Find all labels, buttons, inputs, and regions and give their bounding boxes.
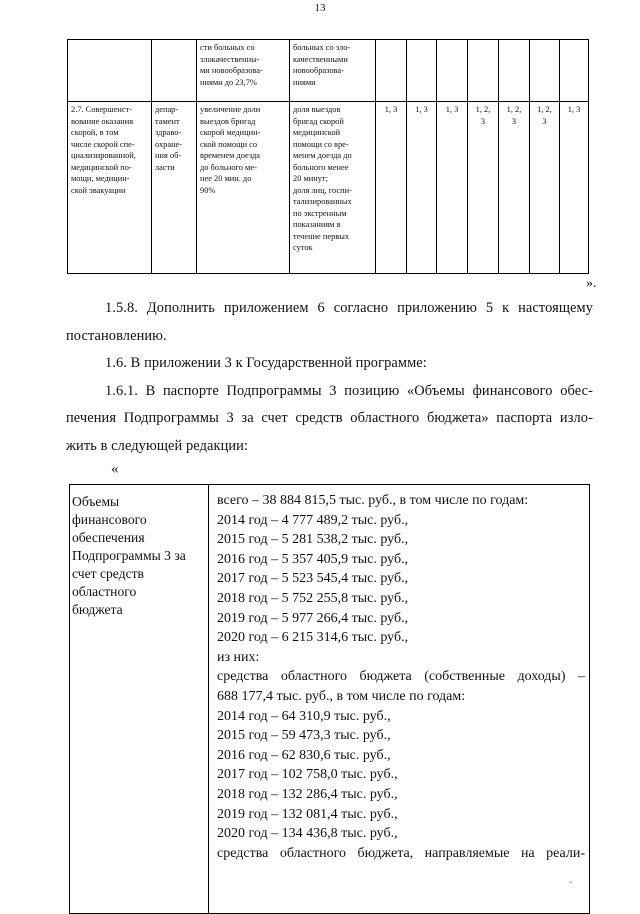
funding-line: 2015 год – 59 473,3 тыс. руб., — [217, 728, 391, 744]
funding-line: 2018 год – 5 752 255,8 тыс. руб., — [217, 590, 409, 606]
indicators-table — [67, 39, 589, 274]
cell-event — [68, 40, 152, 102]
corner-mark: " — [569, 880, 573, 889]
passport-row — [70, 485, 590, 914]
cell-mark — [468, 40, 499, 102]
funding-line: 2019 год – 132 081,4 тыс. руб., — [217, 806, 398, 822]
funding-line: 2015 год – 5 281 538,2 тыс. руб., — [217, 532, 409, 548]
cell-mark — [530, 40, 560, 102]
cell-mark: 1, 2, 3 — [530, 102, 560, 274]
cell-indicator: доля выездов бригад скорой медицинской помощи со вре- менем доезда до больного менее 20 минут; доля лиц, госпи- тализированных по экстренным показаниям в течение первых суток — [290, 102, 376, 274]
funding-line: 2014 год – 64 310,9 тыс. руб., — [217, 708, 391, 724]
funding-line: средства областного бюджета (собственные доходы) – — [217, 669, 585, 685]
funding-line: 2018 год – 132 286,4 тыс. руб., — [217, 786, 398, 802]
funding-line: 2014 год – 4 777 489,2 тыс. руб., — [217, 512, 409, 528]
funding-line: средства областного бюджета, направляемые на реали- — [217, 845, 585, 861]
cell-mark: 1, 3 — [407, 102, 437, 274]
table-row-continued — [68, 40, 589, 102]
paragraph-1-6-1-line-2: печения Подпрограммы 3 за счет средств областного бюджета» паспорта изло- — [66, 410, 593, 426]
funding-line: 2017 год – 102 758,0 тыс. руб., — [217, 767, 398, 783]
closing-quote: ». — [586, 276, 597, 291]
paragraph-1-6: 1.6. В приложении 3 к Государственной программе: — [105, 355, 427, 371]
cell-result: увеличение доли выездов бригад скорой медицин- ской помощи со временем доезда до больного ме- нее 20 мин. до 90% — [197, 102, 290, 274]
cell-event: 2.7. Совершенст- вование оказания скорой, в том числе скорой спе- циализированной, медицинской по- мощи, медицин- ской эвакуации — [68, 102, 152, 274]
funding-line: 2020 год – 134 436,8 тыс. руб., — [217, 826, 398, 842]
funding-line: 2016 год – 62 830,6 тыс. руб., — [217, 747, 391, 763]
cell-result: сти больных со злокачественны- ми новообразова- ниями до 23,7% — [197, 40, 290, 102]
paragraph-1-5-8-line-1: 1.5.8. Дополнить приложением 6 согласно приложению 5 к настоящему — [105, 300, 593, 316]
cell-mark: 1, 3 — [560, 102, 589, 274]
opening-quote: « — [111, 461, 119, 477]
cell-executor — [152, 40, 197, 102]
cell-executor: депар- тамент здраво- охране- ния об- ласти — [152, 102, 197, 274]
cell-mark — [437, 40, 468, 102]
cell-mark — [407, 40, 437, 102]
funding-line: 2016 год – 5 357 405,9 тыс. руб., — [217, 551, 409, 567]
cell-mark — [499, 40, 530, 102]
cell-mark — [560, 40, 589, 102]
funding-line: из них: — [217, 649, 260, 665]
passport-content — [209, 485, 590, 914]
passport-label: Объемы финансового обеспечения Подпрограммы 3 за счет средств областного бюджета — [70, 485, 209, 914]
cell-mark: 1, 2, 3 — [468, 102, 499, 274]
cell-mark — [376, 40, 407, 102]
cell-mark: 1, 3 — [437, 102, 468, 274]
paragraph-1-6-1-line-3: жить в следующей редакции: — [66, 438, 249, 454]
funding-line: 688 177,4 тыс. руб., в том числе по годам: — [217, 688, 466, 704]
cell-indicator: больных со зло- качественными новообразова- ниями — [290, 40, 376, 102]
funding-line: всего – 38 884 815,5 тыс. руб., в том числе по годам: — [217, 493, 529, 508]
funding-line: 2017 год – 5 523 545,4 тыс. руб., — [217, 571, 409, 587]
cell-mark: 1, 2, 3 — [499, 102, 530, 274]
cell-mark: 1, 3 — [376, 102, 407, 274]
paragraph-1-5-8-line-2: постановлению. — [66, 328, 167, 344]
passport-table — [69, 484, 590, 914]
table-row-2-7 — [68, 102, 589, 274]
page-number: 13 — [314, 2, 326, 14]
paragraph-1-6-1-line-1: 1.6.1. В паспорте Подпрограммы 3 позицию «Объемы финансового обес- — [105, 383, 593, 399]
funding-line: 2019 год – 5 977 266,4 тыс. руб., — [217, 610, 409, 626]
funding-line: 2020 год – 6 215 314,6 тыс. руб., — [217, 630, 409, 646]
